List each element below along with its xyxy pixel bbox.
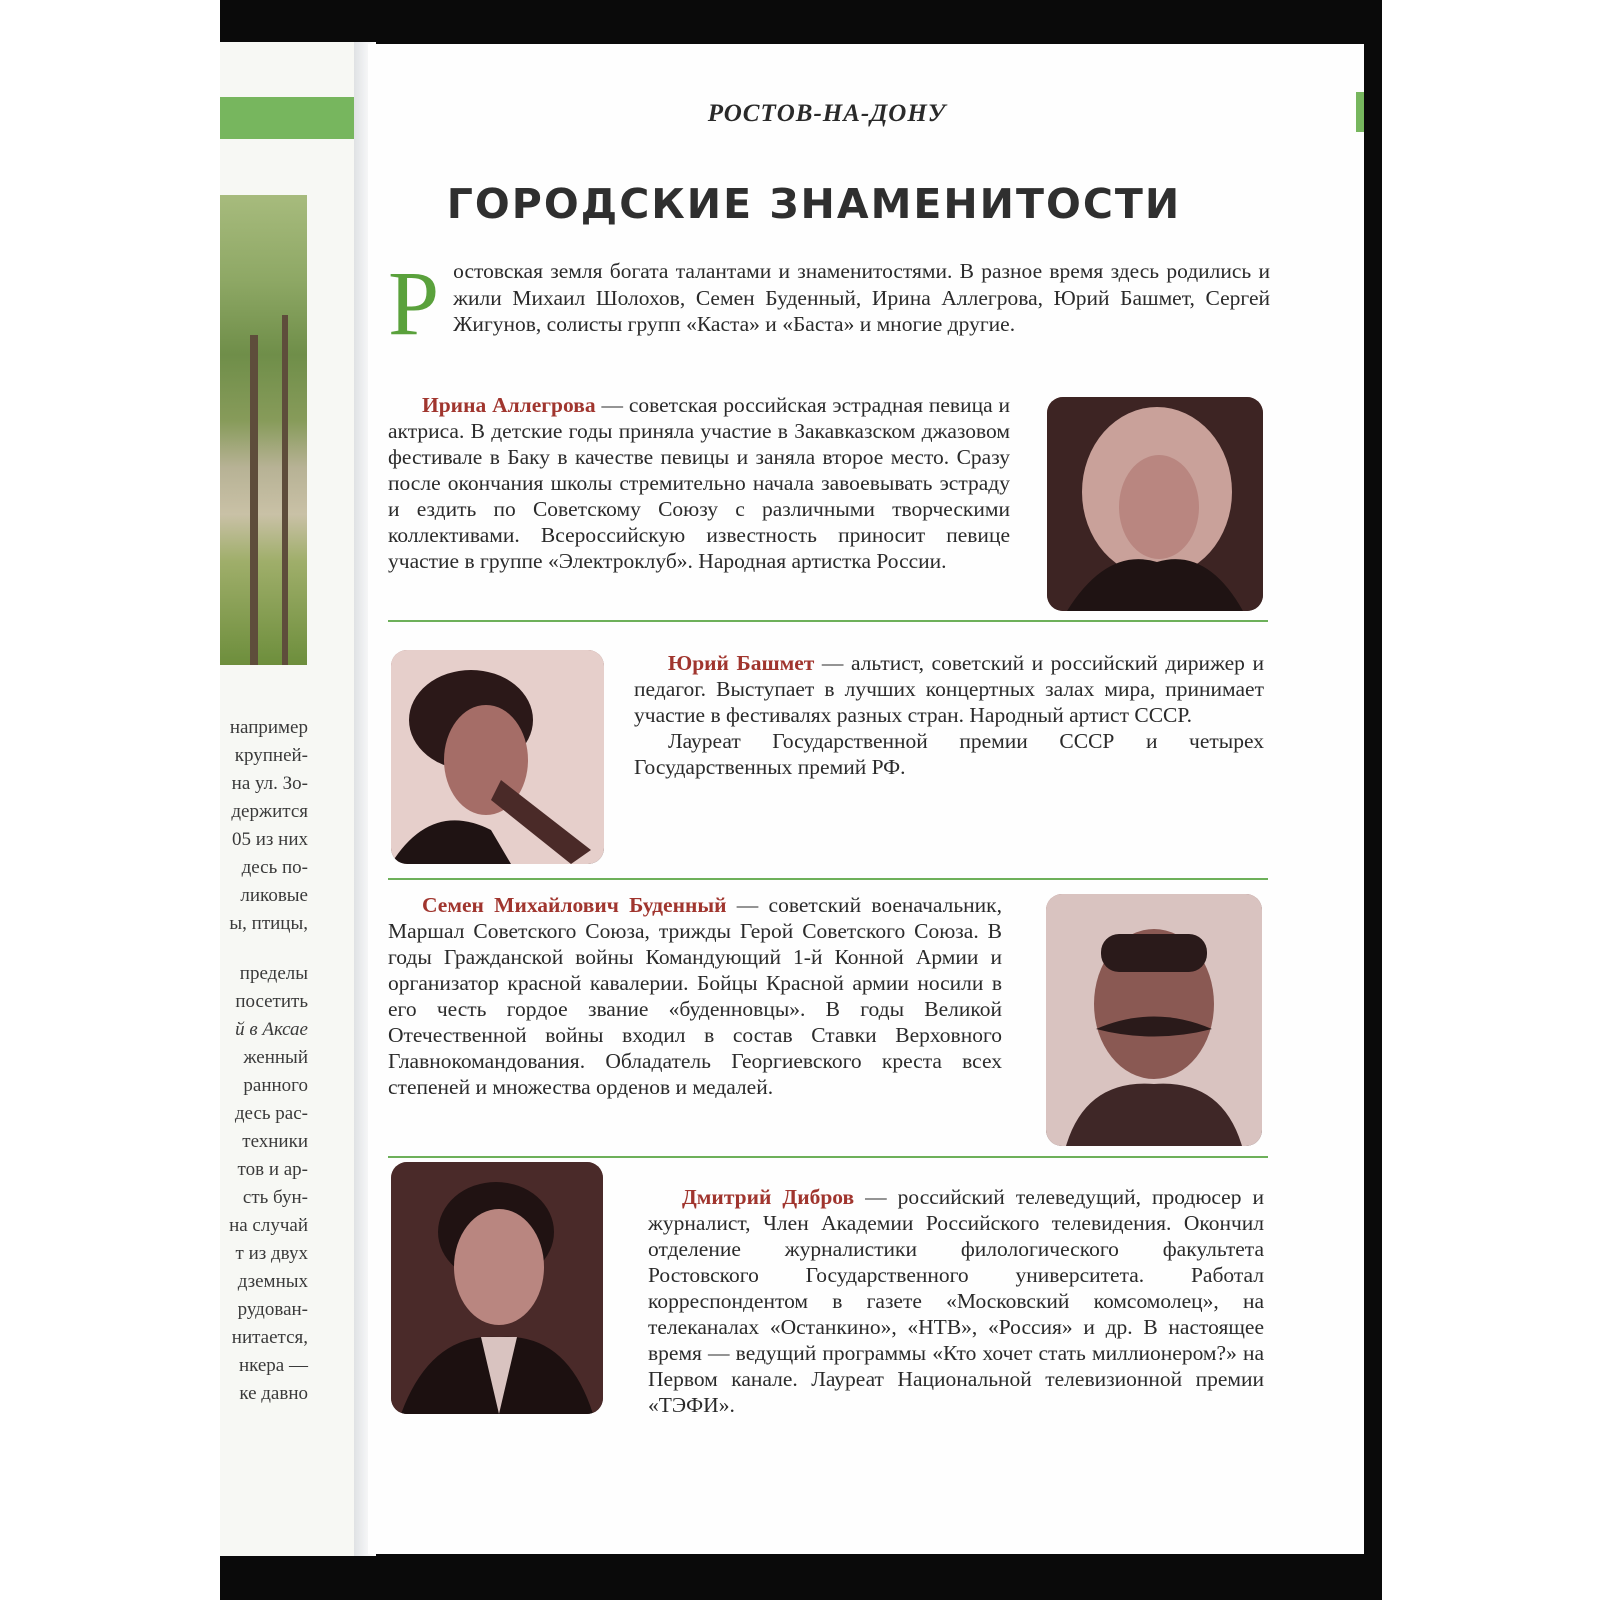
left-green-band — [220, 97, 366, 139]
person-bio: — альтист, советский и российский дирижер и педагог. Выступает в лучших концертных залах мира, принимает участие в фестивалях разных стран. Народный артист СССР. — [634, 651, 1264, 727]
person-bio-2: Лауреат Государственной премии СССР и четырех Государственных премий РФ. — [634, 729, 1264, 779]
intro-text: остовская земля богата талантами и знаменитостями. В разное время здесь родились и жили Михаил Шолохов, Семен Буденный, Ирина Аллегрова, Юрий Башмет, Сергей Жигунов, солисты групп «Каста» и «Баста» и многие другие. — [453, 259, 1270, 336]
left-line: на случай — [229, 1215, 308, 1236]
left-page — [220, 42, 376, 1556]
left-line: т из двух — [235, 1243, 308, 1264]
left-line: дземных — [237, 1271, 308, 1292]
left-line: пределы — [239, 963, 308, 984]
portrait-budyonny-icon — [1046, 894, 1262, 1146]
left-page-text — [220, 714, 308, 1408]
left-line: техники — [242, 1131, 308, 1152]
left-line — [220, 938, 308, 960]
left-line: ранного — [243, 1075, 308, 1096]
entry-dibrov — [648, 1184, 1264, 1418]
left-line: сть бун- — [242, 1187, 308, 1208]
left-line: например — [229, 717, 308, 738]
left-line: крупней- — [234, 745, 308, 766]
left-line: рудован- — [237, 1299, 308, 1320]
left-line: женный — [243, 1047, 308, 1068]
person-name: Ирина Аллегрова — [422, 393, 596, 417]
left-line: й в Аксае — [235, 1019, 308, 1040]
left-line: нкера — — [238, 1355, 308, 1376]
portrait-dibrov — [391, 1162, 603, 1414]
person-bio: — советская российская эстрадная певица и актриса. В детские годы приняла участие в Закавказском джазовом фестивале в Баку в качестве певицы и заняла второе место. Сразу после окончания школы стремительно начала завоевывать эстраду и ездить по Советскому Союзу с различными творческими коллективами. Всероссийскую известность приносит певице участие в группе «Электроклуб». Народная артистка России. — [388, 393, 1011, 573]
person-name: Семен Михайлович Буденный — [422, 893, 727, 917]
divider — [388, 1156, 1268, 1158]
portrait-allegrova-icon — [1047, 397, 1263, 611]
intro-paragraph — [388, 252, 1270, 354]
portrait-allegrova — [1047, 397, 1263, 611]
page-edge-tab — [1356, 92, 1364, 132]
left-line: ы, птицы, — [229, 913, 308, 934]
left-line: десь рас- — [234, 1103, 308, 1124]
divider — [388, 620, 1268, 622]
person-bio: — советский военачальник, Маршал Советского Союза, трижды Герой Советского Союза. В годы Гражданской войны Командующий 1-й Конной Армии и организатор красной кавалерии. Бойцы Красной армии носили в его честь гордое звание «буденновцы». В годы Великой Отечественной войны входил в состав Ставки Верховного Главнокомандования. Обладатель Георгиевского креста всех степеней и множества орденов и медалей. — [388, 893, 1002, 1099]
left-line: на ул. Зо- — [231, 773, 308, 794]
left-line: нитается, — [231, 1327, 308, 1348]
left-line: ликовые — [240, 885, 308, 906]
left-line: 05 из них — [231, 829, 308, 850]
left-line: держится — [231, 801, 308, 822]
portrait-dibrov-icon — [391, 1162, 603, 1414]
entry-bashmet — [634, 650, 1264, 780]
person-name: Дмитрий Дибров — [682, 1185, 855, 1209]
portrait-bashmet-icon — [391, 650, 604, 864]
left-line: десь по- — [241, 857, 308, 878]
running-header: РОСТОВ-НА-ДОНУ — [707, 100, 947, 127]
portrait-budyonny — [1046, 894, 1262, 1146]
left-line: посетить — [235, 991, 308, 1012]
person-bio: — российский телеведущий, продюсер и журналист, Член Академии Российского телевидения. Окончил отделение журналистики филологического факультета Ростовского Государственного университета. Работал корреспондентом в газете «Московский комсомолец», на телеканалах «Останкино», «НТВ», «Россия» и др. В настоящее время — ведущий программы «Кто хочет стать миллионером?» на Первом канале. Лауреат Национальной телевизионной премии «ТЭФИ». — [648, 1185, 1265, 1417]
park-photo — [220, 195, 307, 665]
person-name: Юрий Башмет — [668, 651, 815, 675]
divider — [388, 878, 1268, 880]
entry-allegrova — [388, 392, 1010, 574]
page-title: ГОРОДСКИЕ ЗНАМЕНИТОСТИ — [446, 180, 1182, 228]
left-line: тов и ар- — [237, 1159, 308, 1180]
entry-budyonny — [388, 892, 1002, 1100]
left-line: ке давно — [239, 1383, 308, 1404]
drop-cap: Р — [388, 252, 440, 354]
portrait-bashmet — [391, 650, 604, 864]
